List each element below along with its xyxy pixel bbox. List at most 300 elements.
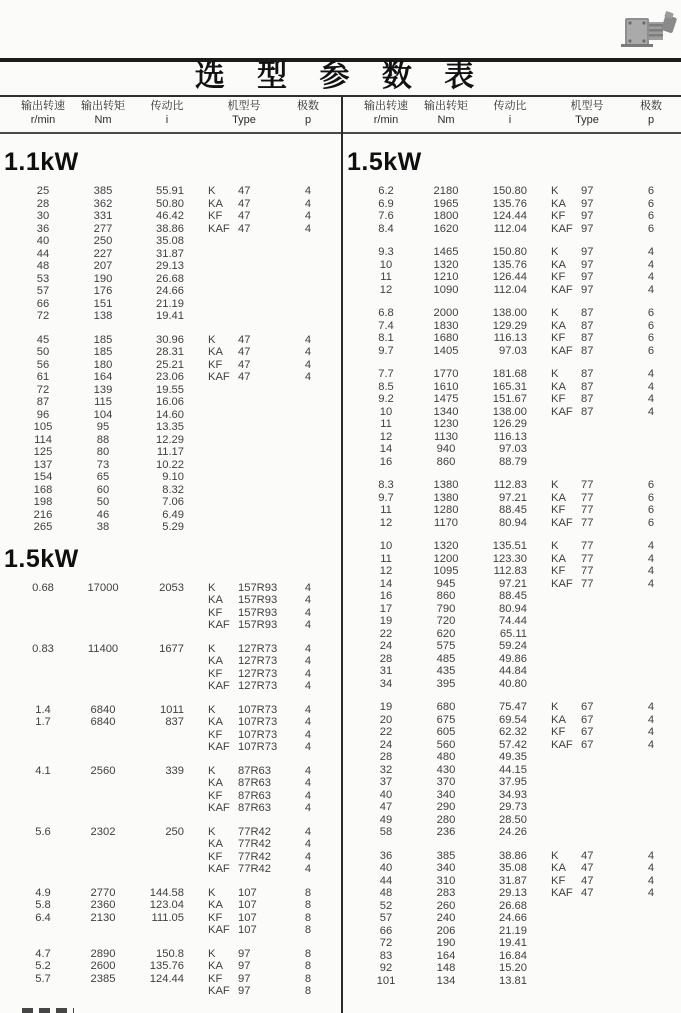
torque-cell: 385 [436,849,456,862]
speed-cell: 11 [380,418,392,430]
row-group [0,334,340,534]
torque-cell: 2385 [90,972,116,985]
ratio-cell: 1011 [159,703,184,716]
poles-cell [631,603,671,616]
speed-cell: 5.7 [35,972,51,985]
torque-cell: 180 [93,358,113,371]
type-prefix [551,950,581,963]
ratio-cell: 135.76 [149,960,184,972]
speed-cell: 53 [36,272,50,285]
row-group [343,479,681,529]
table-row [343,850,681,863]
poles-cell: 4 [647,849,655,862]
type-cell [200,509,288,522]
ratio-cell: 16.06 [156,396,184,408]
type-cell [200,273,288,286]
type-prefix: K [208,333,216,346]
torque-cell: 790 [436,602,456,615]
torque-cell: 485 [436,652,456,665]
torque-cell [72,594,134,607]
torque-cell [72,802,134,815]
poles-cell: 4 [304,825,312,838]
table-row [0,582,340,595]
section-heading: 1.1kW [4,148,79,176]
clipped-next-heading-artifact [22,1008,74,1013]
type-cell [200,434,288,447]
type-cell [200,985,288,998]
torque-cell [72,729,134,742]
speed-cell: 24 [379,738,393,751]
torque-cell [72,790,134,803]
ratio-cell: 35.08 [499,862,527,874]
ratio-cell: 150.80 [492,246,527,258]
speed-cell: 44 [379,874,393,887]
speed-cell: 48 [36,260,50,272]
torque-cell [72,668,134,681]
poles-cell: 6 [647,479,655,491]
table-row [0,802,340,815]
ratio-cell: 124.44 [492,210,527,222]
poles-cell [631,776,671,789]
speed-cell: 40 [379,862,393,874]
type-prefix [208,509,238,522]
type-prefix [208,235,238,248]
poles-cell: 8 [304,960,312,972]
speed-cell: 50 [36,346,50,358]
torque-cell: 134 [436,974,456,987]
type-prefix: KA [208,960,223,972]
type-model: 87 [581,405,594,418]
type-cell [543,381,631,394]
table-row [0,484,340,497]
table-row [343,578,681,591]
speed-cell: 57 [379,912,393,924]
type-cell [543,307,631,320]
speed-cell: 48 [379,887,393,899]
ratio-cell: 15.20 [499,962,527,974]
type-model: 47 [581,862,594,874]
ratio-cell: 74.44 [499,615,527,627]
table-row [343,210,681,223]
speed-cell: 7.4 [378,319,394,332]
ratio-cell: 1677 [159,642,184,655]
torque-cell: 940 [436,443,456,455]
ratio-cell: 14.60 [156,408,184,421]
ratio-cell [134,741,200,754]
type-prefix [208,273,238,286]
type-prefix: KAF [208,802,230,814]
ratio-cell: 150.80 [492,185,527,197]
type-prefix [208,434,238,447]
row-group [343,307,681,357]
poles-cell [288,459,328,472]
speed-cell: 11 [380,504,392,516]
poles-cell: 6 [647,332,655,344]
poles-cell: 6 [647,491,655,504]
torque-cell: 480 [436,751,456,763]
ratio-cell: 29.13 [499,887,527,899]
poles-cell [288,521,328,534]
poles-cell: 4 [304,741,312,753]
ratio-cell: 59.24 [499,640,527,652]
speed-cell: 19 [379,701,393,713]
table-row [343,393,681,406]
type-model: 97 [581,283,594,296]
torque-cell: 65 [96,471,110,483]
poles-cell: 4 [304,222,312,235]
poles-cell: 4 [304,838,312,850]
table-row [0,334,340,347]
poles-cell: 8 [304,886,312,899]
type-prefix [551,751,581,764]
ratio-cell: 6.49 [162,508,184,521]
torque-cell: 860 [436,455,456,468]
type-prefix: KA [208,346,223,358]
table-row [0,260,340,273]
poles-cell [288,298,328,311]
speed-cell: 44 [36,247,50,260]
speed-cell: 20 [379,713,393,726]
type-prefix [551,678,581,691]
row-group [0,826,340,876]
table-row [343,603,681,616]
table-row [343,640,681,653]
type-prefix: KA [551,197,566,210]
type-cell [200,777,288,790]
type-model: 47 [581,849,594,862]
table-row [0,210,340,223]
speed-cell: 25 [36,185,50,197]
row-group [0,765,340,815]
table-row [0,459,340,472]
torque-cell: 1210 [433,271,459,283]
type-model: 87R63 [238,764,271,777]
table-row [0,235,340,248]
type-cell [543,726,631,739]
poles-cell: 4 [304,346,312,358]
type-cell [200,359,288,372]
speed-cell: 16 [379,455,393,468]
poles-cell [288,509,328,522]
type-prefix: KAF [208,863,230,875]
torque-cell: 575 [436,640,456,652]
type-cell [200,826,288,839]
ratio-cell: 44.84 [499,665,527,677]
torque-cell: 395 [436,677,456,690]
ratio-cell: 62.32 [499,726,527,738]
poles-cell [631,678,671,691]
type-prefix [208,484,238,497]
speed-cell: 36 [379,849,393,862]
type-cell [543,653,631,666]
torque-cell: 73 [96,458,110,471]
speed-cell: 40 [36,235,50,247]
type-prefix: KAF [208,222,230,235]
table-row [0,716,340,729]
type-model: 77 [581,552,594,565]
type-model: 97 [238,972,251,985]
speed-cell [14,802,72,815]
type-cell [543,345,631,358]
torque-cell: 17000 [87,581,119,594]
type-cell [543,739,631,752]
type-cell [543,937,631,950]
ratio-cell: 29.73 [499,801,527,813]
torque-cell: 435 [436,665,456,677]
type-cell [543,962,631,975]
table-row [343,962,681,975]
type-prefix: KF [208,972,223,985]
table-row [0,960,340,973]
table-row [343,345,681,358]
table-row [343,764,681,777]
type-prefix [551,615,581,628]
torque-cell: 362 [93,197,113,210]
table-row [0,198,340,211]
table-row [0,273,340,286]
header-torque: 输出转矩 Nm [81,100,125,126]
type-prefix: KF [551,565,566,577]
type-prefix: KA [551,862,566,874]
poles-cell [288,248,328,261]
torque-cell: 1405 [433,344,459,357]
table-row [0,777,340,790]
torque-cell: 385 [93,185,113,197]
type-model: 127R73 [238,642,278,655]
poles-cell: 4 [647,862,655,874]
type-prefix [551,456,581,469]
table-row [343,653,681,666]
table-row [343,937,681,950]
ratio-cell: 97.03 [499,443,527,455]
speed-cell: 24 [379,640,393,652]
type-cell [543,900,631,913]
table-row [343,726,681,739]
right-column [343,139,681,1013]
ratio-cell: 116.13 [493,332,527,344]
type-model: 47 [238,346,251,358]
type-prefix [208,446,238,459]
torque-cell: 80 [96,446,110,458]
speed-cell: 8.1 [378,332,394,344]
ratio-cell [134,680,200,693]
type-prefix [208,384,238,397]
ratio-cell: 126.29 [492,418,527,430]
type-cell [200,310,288,323]
table-row [343,875,681,888]
torque-cell: 104 [93,408,113,421]
type-cell [543,492,631,505]
table-row [343,826,681,839]
torque-cell [72,607,134,620]
type-prefix: KAF [208,619,230,631]
type-model: 97 [238,960,251,972]
poles-cell [288,446,328,459]
torque-cell: 206 [436,924,456,937]
table-row [343,492,681,505]
table-row [0,655,340,668]
table-row [0,973,340,986]
table-row [343,418,681,431]
type-prefix: KAF [551,222,573,235]
type-cell [200,790,288,803]
table-row [0,434,340,447]
type-prefix [551,900,581,913]
ratio-cell: 13.35 [156,421,184,433]
poles-cell: 4 [304,371,312,383]
ratio-cell [134,607,200,620]
poles-cell: 4 [647,552,655,565]
poles-cell: 6 [647,307,655,319]
ratio-cell: 126.44 [492,271,527,283]
torque-cell: 88 [96,433,110,446]
type-prefix [551,443,581,456]
speed-cell: 36 [36,222,50,235]
table-row [0,371,340,384]
poles-cell: 4 [647,726,655,738]
table-row [343,223,681,236]
torque-cell: 2600 [90,960,116,972]
speed-cell: 32 [379,763,393,776]
type-prefix [551,776,581,789]
poles-cell: 4 [647,738,655,751]
speed-cell [14,680,72,693]
type-cell [543,393,631,406]
type-model: 77 [581,577,594,590]
type-model: 97 [581,222,594,235]
speed-cell: 66 [379,924,393,937]
speed-cell: 114 [34,433,52,446]
poles-cell: 4 [304,642,312,655]
speed-cell: 28 [379,751,393,763]
speed-cell [14,668,72,681]
ratio-cell: 97.21 [499,577,527,590]
poles-cell [631,826,671,839]
type-cell [543,504,631,517]
speed-cell: 9.7 [378,491,394,504]
table-row [0,741,340,754]
type-cell [200,298,288,311]
poles-cell: 4 [647,283,655,296]
poles-cell [631,590,671,603]
ratio-cell: 21.19 [499,924,527,937]
table-row [0,285,340,298]
type-cell [543,198,631,211]
speed-cell: 87 [36,396,50,408]
type-cell [200,863,288,876]
poles-cell: 6 [647,197,655,210]
table-row [0,704,340,717]
poles-cell: 4 [647,246,655,258]
type-prefix [551,937,581,950]
table-row [343,887,681,900]
type-cell [200,248,288,261]
type-cell [543,925,631,938]
torque-cell: 620 [436,627,456,640]
header-poles: 极数 p [640,100,662,126]
poles-cell: 6 [647,319,655,332]
table-row [0,607,340,620]
table-row [343,814,681,827]
type-prefix [208,285,238,298]
type-cell [543,418,631,431]
poles-cell: 4 [304,619,312,631]
poles-cell [631,962,671,975]
table-row [343,801,681,814]
table-row [0,887,340,900]
speed-cell [14,838,72,851]
ratio-cell: 21.19 [156,297,184,310]
type-cell [543,665,631,678]
ratio-cell: 57.42 [499,738,527,751]
ratio-cell: 123.30 [492,552,527,565]
ratio-cell: 29.13 [156,260,184,272]
type-cell [200,223,288,236]
poles-cell: 8 [304,911,312,924]
type-cell [543,456,631,469]
table-row [0,924,340,937]
type-prefix [208,310,238,323]
poles-cell: 4 [304,802,312,814]
table-row [0,619,340,632]
ratio-cell [134,924,200,937]
ratio-cell: 111.05 [151,911,184,924]
type-prefix [551,975,581,988]
type-prefix [551,590,581,603]
speed-cell: 31 [379,665,393,677]
ratio-cell [134,777,200,790]
type-prefix [551,801,581,814]
speed-cell: 4.7 [35,947,51,960]
type-prefix: KAF [208,741,230,753]
torque-cell: 148 [436,962,456,974]
type-cell [543,284,631,297]
type-prefix: KAF [551,577,573,590]
speed-cell: 6.9 [378,197,394,210]
type-cell [543,789,631,802]
type-prefix [208,496,238,509]
type-model: 97 [581,246,594,258]
type-cell [200,346,288,359]
table-row [343,590,681,603]
type-prefix: KA [208,594,223,606]
type-prefix: KA [551,491,566,504]
type-model: 127R73 [238,655,278,667]
poles-cell [631,443,671,456]
torque-cell [72,777,134,790]
table-row [343,912,681,925]
ratio-cell: 2053 [159,581,184,594]
type-model: 87R63 [238,789,271,802]
type-cell [200,235,288,248]
poles-cell: 4 [304,667,312,680]
type-model: 97 [581,258,594,271]
speed-cell: 8.4 [378,222,394,235]
speed-cell: 47 [379,801,393,813]
type-prefix: KAF [551,738,573,751]
type-model: 107 [238,899,257,911]
poles-cell: 4 [647,393,655,405]
torque-cell: 1230 [433,418,459,430]
type-cell [543,368,631,381]
row-group [343,540,681,690]
torque-cell: 280 [436,813,456,826]
speed-cell: 6.4 [35,911,51,924]
torque-cell: 2560 [90,764,116,777]
type-prefix: KF [208,606,223,619]
type-prefix: KF [551,874,566,887]
poles-cell [288,310,328,323]
